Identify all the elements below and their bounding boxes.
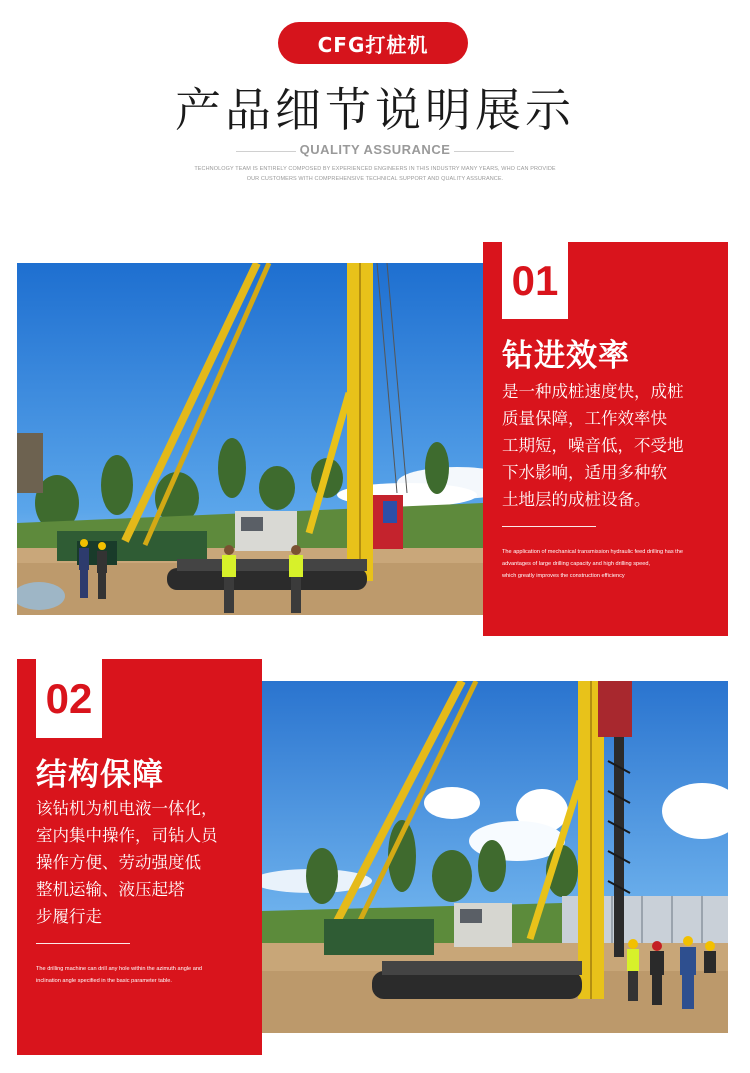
section-english-1 (502, 546, 724, 582)
section-title-1: 钻进效率 (502, 338, 630, 374)
section-body-2 (36, 795, 261, 930)
body-line: 该钻机为机电液一体化， (36, 799, 218, 818)
english-line: The drilling machine can drill any hole within the azimuth angle and (36, 966, 203, 972)
body-line: 操作方便、劳动强度低 (36, 853, 201, 872)
quality-subtitle: QUALITY ASSURANCE (299, 142, 451, 157)
body-line: 土地层的成桩设备。 (502, 490, 651, 509)
divider-right (454, 151, 514, 152)
body-line: 步履行走 (36, 907, 102, 926)
panel-divider-2 (36, 943, 130, 944)
product-badge: CFG打桩机 (278, 22, 468, 64)
section-number-1: 01 (502, 242, 568, 319)
body-line: 下水影响，适用多种软 (502, 463, 667, 482)
section-title-2: 结构保障 (36, 757, 164, 793)
english-line: which greatly improves the construction efficiency (502, 573, 625, 579)
body-line: 室内集中操作，司钻人员 (36, 826, 218, 845)
section-body-1 (502, 378, 722, 513)
body-line: 整机运输、液压起塔 (36, 880, 185, 899)
english-line: The application of mechanical transmission hydraulic feed drilling has the (502, 549, 683, 555)
fine-print-line-2: OUR CUSTOMERS WITH COMPREHENSIVE TECHNICAL SUPPORT AND QUALITY ASSURANCE. (246, 176, 504, 182)
english-line: inclination angle specified in the basic parameter table. (36, 978, 172, 984)
section-english-2 (36, 963, 258, 987)
drilling-rig-photo-1 (17, 263, 483, 615)
body-line: 工期短，噪音低，不受地 (502, 436, 684, 455)
section-number-2: 02 (36, 659, 102, 738)
body-line: 是一种成桩速度快，成桩 (502, 382, 684, 401)
body-line: 质量保障，工作效率快 (502, 409, 667, 428)
feature-panel-1 (483, 242, 728, 636)
english-line: advantages of large drilling capacity and high drilling speed, (502, 561, 651, 567)
panel-divider-1 (502, 526, 596, 527)
drilling-rig-photo-2 (262, 681, 728, 1033)
fine-print-line-1: TECHNOLOGY TEAM IS ENTIRELY COMPOSED BY EXPERIENCED ENGINEERS IN THIS INDUSTRY MANY YEARS, WHO CAN PROVIDE (194, 166, 556, 172)
feature-panel-2 (17, 659, 262, 1055)
page-title: 产品细节说明展示 (175, 83, 575, 137)
